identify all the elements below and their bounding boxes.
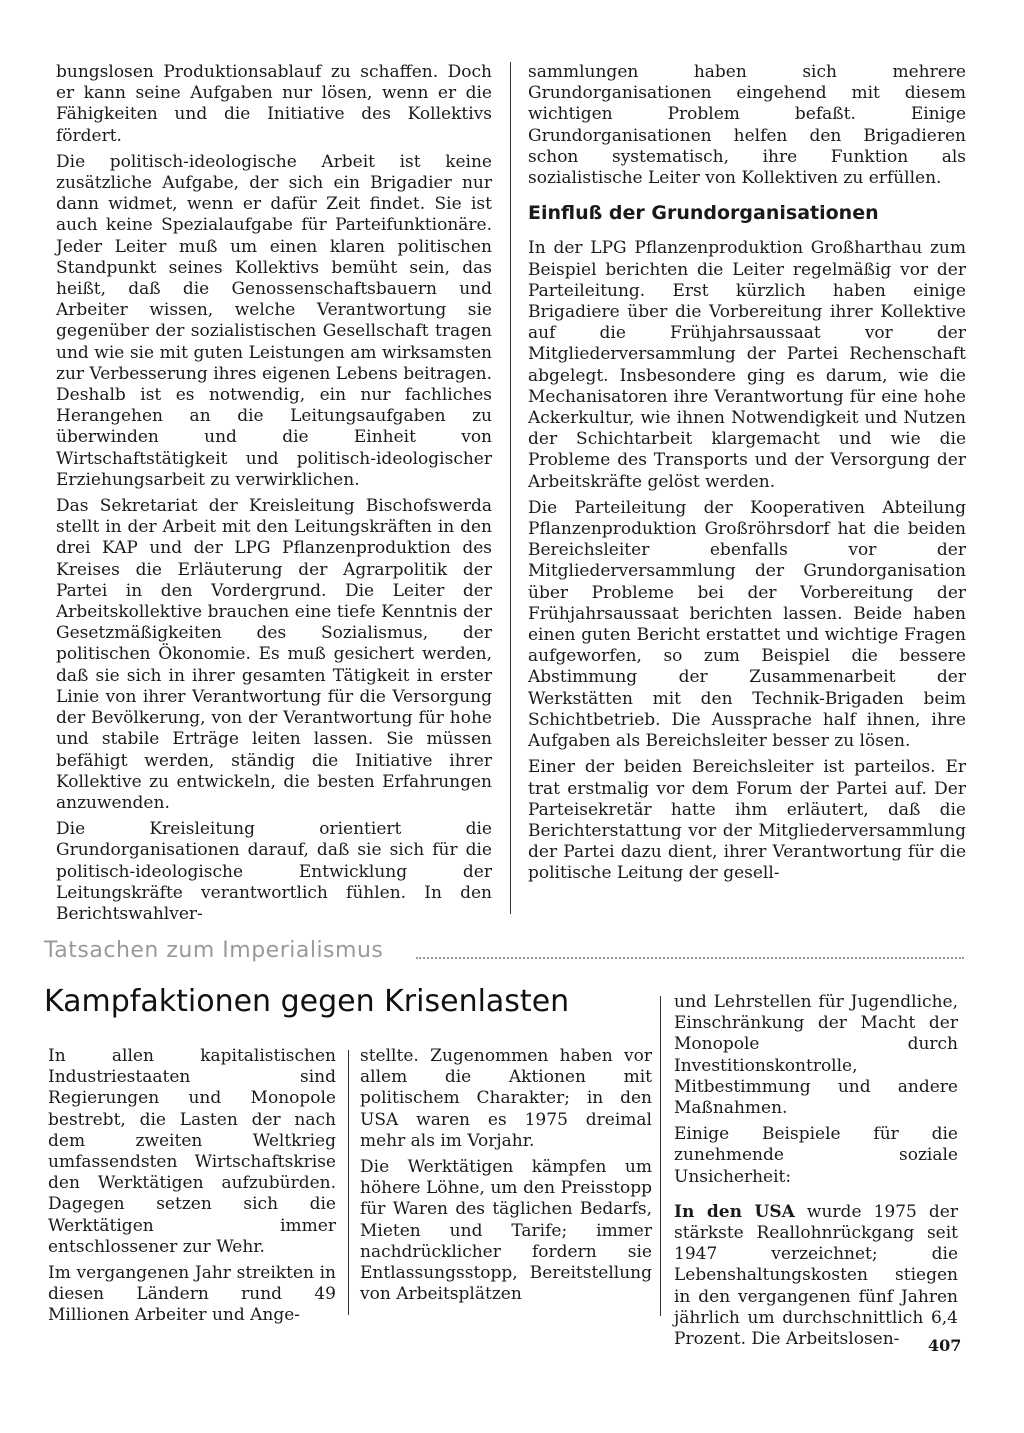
paragraph: In allen kapitalistischen Industriestaaten sind Regierungen und Monopole bestrebt, die Lasten der nach dem zweiten Weltkrieg umfassendsten Wirtschaftskrise den Werktätigen aufzubürden. Dagegen setzen sich die Werktätigen immer entschlossener zur Wehr. (48, 1046, 336, 1257)
paragraph: Die politisch-ideologische Arbeit ist keine zusätzliche Aufgabe, der sich ein Brigadier nur dann widmet, wenn er dafür Zeit findet. Sie ist auch keine Spezialaufgabe für Parteifunktionäre. Jeder Leiter muß um einen klaren politischen Standpunkt seines Kollektivs bemüht sein, das heißt, daß die Genossenschaftsbauern und Arbeiter wissen, welche Verantwortung sie gegenüber der sozialistischen Gesellschaft tragen und wie sie mit guten Leistungen am wirksamsten zur Verbesserung ihres eigenen Lebens beitragen. Deshalb ist es notwendig, ein nur fachliches Herangehen an die Leitungsaufgaben zu überwinden und die Einheit von Wirtschaftstätigkeit und politisch-ideologischer Erziehungsarbeit zu verwirklichen. (56, 151, 492, 490)
bottom-column-2 (360, 1046, 652, 1310)
top-right-column (528, 62, 966, 890)
page-number: 407 (928, 1336, 962, 1355)
column-divider (348, 1050, 349, 1315)
paragraph: Einer der beiden Bereichsleiter ist parteilos. Er trat erstmalig vor dem Forum der Partei auf. Der Parteisekretär hatte ihm erläutert, daß die Berichterstattung vor der Mitgliederversammlung der Partei dazu dient, ihrer Verantwortung für die politische Leitung der gesell- (528, 757, 966, 884)
section-subheading: Einfluß der Grundorganisationen (528, 202, 879, 225)
bottom-column-3 (674, 992, 958, 1355)
paragraph: In der LPG Pflanzenproduktion Großharthau zum Beispiel berichten die Leiter regelmäßig vor der Parteileitung. Erst kürzlich haben einige Brigadiere über die Vorbereitung ihrer Kollektive auf die Frühjahrsaussaat vor der Mitgliederversammlung der Partei Rechenschaft abgelegt. Insbesondere ging es darum, wie die Mechanisatoren ihre Verantwortung für eine hohe Ackerkultur, wie ihnen Notwendigkeit und Nutzen der Schichtarbeit klargemacht und wie die Probleme des Transports und der Versorgung der Arbeitskräfte gelöst werden. (528, 238, 966, 492)
country-lead: In den USA (674, 1201, 795, 1222)
article-headline: Kampfaktionen gegen Krisenlasten (44, 984, 570, 1019)
column-divider (660, 996, 661, 1316)
top-left-column (56, 62, 492, 930)
paragraph (674, 1202, 958, 1350)
paragraph: Die Werktätigen kämpfen um höhere Löhne, um den Preisstopp für Waren des täglichen Bedarfs, Mieten und Tarife; immer nachdrücklicher fordern sie Entlassungsstopp, Bereitstellung von Arbeitsplätzen (360, 1157, 652, 1305)
paragraph: Die Parteileitung der Kooperativen Abteilung Pflanzenproduktion Großröhrsdorf hat die beiden Bereichsleiter ebenfalls vor der Mitgliederversammlung der Grundorganisation über Probleme bei der Vorbereitung der Frühjahrsaussaat berichten lassen. Beide haben einen guten Bericht erstattet und wichtige Fragen aufgeworfen, so zum Beispiel die bessere Abstimmung der Zusammenarbeit der Werkstätten mit den Technik-Brigaden beim Schichtbetrieb. Die Aussprache half ihnen, ihre Aufgaben als Bereichsleiter besser zu lösen. (528, 497, 966, 752)
paragraph: Das Sekretariat der Kreisleitung Bischofswerda stellt in der Arbeit mit den Leitungskräften in den drei KAP und der LPG Pflanzenproduktion des Kreises die Erläuterung der Agrarpolitik der Partei in den Vordergrund. Die Leiter der Arbeitskollektive brauchen eine tiefe Kenntnis der Gesetzmäßigkeiten des Sozialismus, der politischen Ökonomie. Es muß gesichert werden, daß sie sich in ihrer gesamten Tätigkeit in erster Linie von ihrer Verantwortung für die Versorgung der Bevölkerung, von der Verantwortung für hohe und stabile Erträge leiten lassen. Sie müssen befähigt werden, ständig die Initiative ihrer Kollektive zu entwickeln, die besten Erfahrungen anzuwenden. (56, 496, 492, 813)
paragraph: stellte. Zugenommen haben vor allem die Aktionen mit politischem Charakter; in den USA waren es 1975 dreimal mehr als im Vorjahr. (360, 1046, 652, 1151)
country-text: wurde 1975 der stärkste Reallohnrückgang seit 1947 verzeichnet; die Lebenshaltungskosten stiegen in den vergangenen fünf Jahren jährlich um durchschnittlich 6,4 Prozent. Die Arbeitslosen- (674, 1201, 958, 1350)
paragraph: bungslosen Produktionsablauf zu schaffen. Doch er kann seine Aufgaben nur lösen, wenn er die Fähigkeiten und die Initiative des Kollektivs fördert. (56, 62, 492, 146)
kicker-dotted-rule (416, 957, 964, 962)
paragraph: sammlungen haben sich mehrere Grundorganisationen eingehend mit diesem wichtigen Problem befaßt. Einige Grundorganisationen helfen den Brigadieren schon systematisch, ihre Funktion als sozialistische Leiter von Kollektiven zu erfüllen. (528, 62, 966, 189)
paragraph: Im vergangenen Jahr streikten in diesen Ländern rund 49 Millionen Arbeiter und Ange- (48, 1263, 336, 1326)
section-kicker (44, 938, 964, 972)
paragraph: Die Kreisleitung orientiert die Grundorganisationen darauf, daß sie sich für die politisch-ideologische Entwicklung der Leitungskräfte verantwortlich fühlen. In den Berichtswahlver- (56, 819, 492, 924)
paragraph: und Lehrstellen für Jugendliche, Einschränkung der Macht der Monopole durch Investitionskontrolle, Mitbestimmung und andere Maßnahmen. (674, 992, 958, 1119)
bottom-column-1 (48, 1046, 336, 1332)
paragraph: Einige Beispiele für die zunehmende soziale Unsicherheit: (674, 1124, 958, 1187)
column-divider (510, 62, 511, 914)
kicker-label: Tatsachen zum Imperialismus (44, 938, 384, 963)
